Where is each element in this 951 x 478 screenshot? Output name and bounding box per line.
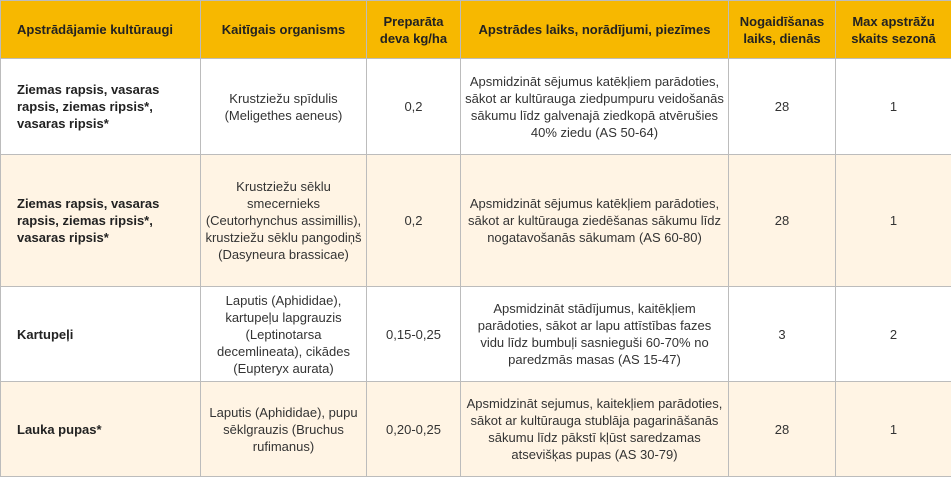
table-row [1, 59, 951, 155]
header-row [1, 1, 951, 59]
organism-cell: Krustziežu sēklu smecernieks (Ceutorhynchus assimillis), krustziežu sēklu pangodiņš (Dasyneura brassicae) [201, 155, 367, 287]
max-treatments-cell: 2 [836, 287, 951, 382]
organism-cell: Laputis (Aphididae), kartupeļu lapgrauzis (Leptinotarsa decemlineata), cikādes (Eupteryx aurata) [201, 287, 367, 382]
max-treatments-cell: 1 [836, 382, 951, 477]
table-row [1, 155, 951, 287]
crop-cell: Kartupeļi [1, 287, 201, 382]
header-organism: Kaitīgais organisms [201, 1, 367, 59]
dose-cell: 0,20-0,25 [367, 382, 461, 477]
header-wait-days: Nogaidīšanas laiks, dienās [729, 1, 836, 59]
max-treatments-cell: 1 [836, 59, 951, 155]
crop-cell: Ziemas rapsis, vasaras rapsis, ziemas ripsis*, vasaras ripsis* [1, 59, 201, 155]
header-crop: Apstrādājamie kultūraugi [1, 1, 201, 59]
notes-cell: Apsmidzināt sējumus katēkļiem parādoties, sākot ar kultūrauga ziedēšanas sākumu līdz nogatavošanās sākumam (AS 60-80) [461, 155, 729, 287]
notes-cell: Apsmidzināt sējumus katēkļiem parādoties, sākot ar kultūrauga ziedpumpuru veidošanās sākumu līdz galvenajā ziedkopā atvērušies 40% ziedu (AS 50-64) [461, 59, 729, 155]
organism-cell: Krustziežu spīdulis (Meligethes aeneus) [201, 59, 367, 155]
wait-days-cell: 3 [729, 287, 836, 382]
notes-cell: Apsmidzināt stādījumus, kaitēkļiem parādoties, sākot ar lapu attīstības fazes vidu līdz bumbuļi sasnieguši 60-70% no paredzmās masas (AS 15-47) [461, 287, 729, 382]
wait-days-cell: 28 [729, 59, 836, 155]
dose-cell: 0,2 [367, 155, 461, 287]
header-dose: Preparāta deva kg/ha [367, 1, 461, 59]
table-row [1, 287, 951, 382]
wait-days-cell: 28 [729, 382, 836, 477]
notes-cell: Apsmidzināt sejumus, kaitekļiem parādoties, sākot ar kultūrauga stublāja pagarināšanās sākumu līdz pākstī kļūst saredzamas atsevišķas pupas (AS 30-79) [461, 382, 729, 477]
organism-cell: Laputis (Aphididae), pupu sēklgrauzis (Bruchus rufimanus) [201, 382, 367, 477]
wait-days-cell: 28 [729, 155, 836, 287]
crop-cell: Ziemas rapsis, vasaras rapsis, ziemas ripsis*, vasaras ripsis* [1, 155, 201, 287]
table-row [1, 382, 951, 477]
dose-cell: 0,15-0,25 [367, 287, 461, 382]
header-max-treatments: Max apstrāžu skaits sezonā [836, 1, 951, 59]
header-notes: Apstrādes laiks, norādījumi, piezīmes [461, 1, 729, 59]
dose-cell: 0,2 [367, 59, 461, 155]
max-treatments-cell: 1 [836, 155, 951, 287]
crop-cell: Lauka pupas* [1, 382, 201, 477]
